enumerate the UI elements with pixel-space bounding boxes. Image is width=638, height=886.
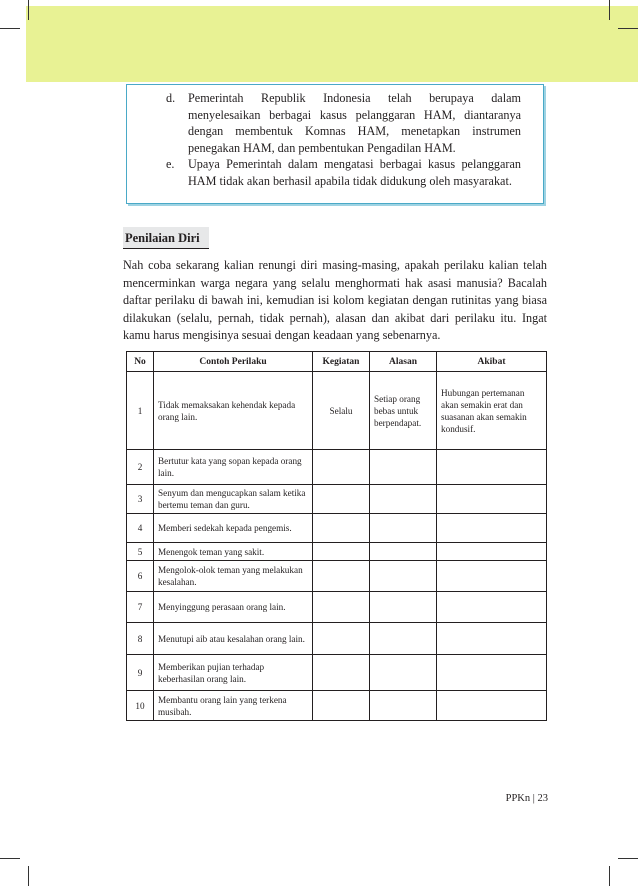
- cell-akibat: [437, 592, 547, 623]
- cell-alasan: [370, 561, 437, 592]
- cell-no: 1: [127, 372, 154, 450]
- cell-alasan: [370, 514, 437, 543]
- crop-mark: [0, 28, 20, 29]
- cell-no: 8: [127, 623, 154, 655]
- table-row: [127, 655, 547, 691]
- cell-kegiatan: [313, 514, 370, 543]
- cell-alasan: [370, 485, 437, 514]
- cell-no: 9: [127, 655, 154, 691]
- list-letter: d.: [166, 91, 176, 105]
- header-perilaku: Contoh Perilaku: [154, 352, 313, 372]
- table-row: [127, 485, 547, 514]
- cell-kegiatan: Selalu: [313, 372, 370, 450]
- cell-alasan: [370, 655, 437, 691]
- list-text: Upaya Pemerintah dalam mengatasi berbagai kasus pelanggaran HAM tidak akan berhasil apabila tidak didukung oleh masyarakat.: [188, 157, 521, 188]
- list-item: [166, 90, 521, 156]
- crop-mark: [618, 858, 638, 859]
- header-akibat: Akibat: [437, 352, 547, 372]
- cell-kegiatan: [313, 450, 370, 485]
- cell-perilaku: Senyum dan mengucapkan salam ketika bertemu teman dan guru.: [154, 485, 313, 514]
- cell-perilaku: Memberikan pujian terhadap keberhasilan orang lain.: [154, 655, 313, 691]
- cell-perilaku: Membantu orang lain yang terkena musibah.: [154, 691, 313, 721]
- header-kegiatan: Kegiatan: [313, 352, 370, 372]
- cell-akibat: [437, 691, 547, 721]
- crop-mark: [28, 866, 29, 886]
- cell-perilaku: Menengok teman yang sakit.: [154, 543, 313, 561]
- cell-kegiatan: [313, 691, 370, 721]
- cell-kegiatan: [313, 592, 370, 623]
- cell-perilaku: Tidak memaksakan kehendak kepada orang lain.: [154, 372, 313, 450]
- cell-perilaku: Menyinggung perasaan orang lain.: [154, 592, 313, 623]
- cell-akibat: [437, 623, 547, 655]
- page-footer: PPKn | 23: [505, 793, 548, 804]
- cell-akibat: [437, 450, 547, 485]
- cell-alasan: [370, 623, 437, 655]
- self-assessment-table: [126, 351, 547, 721]
- cell-no: 2: [127, 450, 154, 485]
- cell-no: 7: [127, 592, 154, 623]
- cell-akibat: Hubungan pertemanan akan semakin erat dan suasanan akan semakin kondusif.: [437, 372, 547, 450]
- cell-akibat: [437, 485, 547, 514]
- cell-perilaku: Bertutur kata yang sopan kepada orang lain.: [154, 450, 313, 485]
- table-row: [127, 372, 547, 450]
- cell-no: 4: [127, 514, 154, 543]
- cell-no: 3: [127, 485, 154, 514]
- cell-akibat: [437, 655, 547, 691]
- table-row: [127, 592, 547, 623]
- table-header-row: [127, 352, 547, 372]
- crop-mark: [0, 858, 20, 859]
- cell-alasan: [370, 450, 437, 485]
- cell-kegiatan: [313, 485, 370, 514]
- summary-list: [166, 90, 521, 189]
- cell-akibat: [437, 561, 547, 592]
- cell-kegiatan: [313, 623, 370, 655]
- cell-kegiatan: [313, 561, 370, 592]
- table-row: [127, 561, 547, 592]
- crop-mark: [609, 0, 610, 20]
- cell-akibat: [437, 514, 547, 543]
- table-row: [127, 691, 547, 721]
- cell-no: 10: [127, 691, 154, 721]
- cell-perilaku: Menutupi aib atau kesalahan orang lain.: [154, 623, 313, 655]
- cell-alasan: Setiap orang bebas untuk berpendapat.: [370, 372, 437, 450]
- list-item: [166, 156, 521, 189]
- cell-perilaku: Mengolok-olok teman yang melakukan kesalahan.: [154, 561, 313, 592]
- header-no: No: [127, 352, 154, 372]
- table-row: [127, 514, 547, 543]
- instruction-paragraph: Nah coba sekarang kalian renungi diri masing-masing, apakah perilaku kalian telah mencerminkan warga negara yang selalu menghormati hak asasi manusia? Bacalah daftar perilaku di bawah ini, kemudian isi kolom kegiatan dengan rutinitas yang biasa dilakukan (selalu, pernah, tidak pernah), alasan dan akibat dari perilaku itu. Ingat kamu harus mengisinya sesuai dengan keadaan yang sebenarnya.: [123, 258, 547, 342]
- crop-mark: [618, 28, 638, 29]
- list-text: Pemerintah Republik Indonesia telah berupaya dalam menyelesaikan berbagai kasus pelanggaran HAM, diantaranya dengan membentuk Komnas HAM, menetapkan instrumen penegakan HAM, dan pembentukan Pengadilan HAM.: [188, 91, 521, 155]
- header-alasan: Alasan: [370, 352, 437, 372]
- table-row: [127, 623, 547, 655]
- list-letter: e.: [166, 157, 175, 171]
- cell-alasan: [370, 592, 437, 623]
- table-row: [127, 543, 547, 561]
- cell-kegiatan: [313, 543, 370, 561]
- cell-alasan: [370, 543, 437, 561]
- header-band: [26, 6, 638, 82]
- section-title: Penilaian Diri: [123, 227, 209, 249]
- table-row: [127, 450, 547, 485]
- cell-kegiatan: [313, 655, 370, 691]
- cell-akibat: [437, 543, 547, 561]
- cell-no: 6: [127, 561, 154, 592]
- crop-mark: [609, 866, 610, 886]
- cell-alasan: [370, 691, 437, 721]
- cell-no: 5: [127, 543, 154, 561]
- crop-mark: [28, 0, 29, 20]
- cell-perilaku: Memberi sedekah kepada pengemis.: [154, 514, 313, 543]
